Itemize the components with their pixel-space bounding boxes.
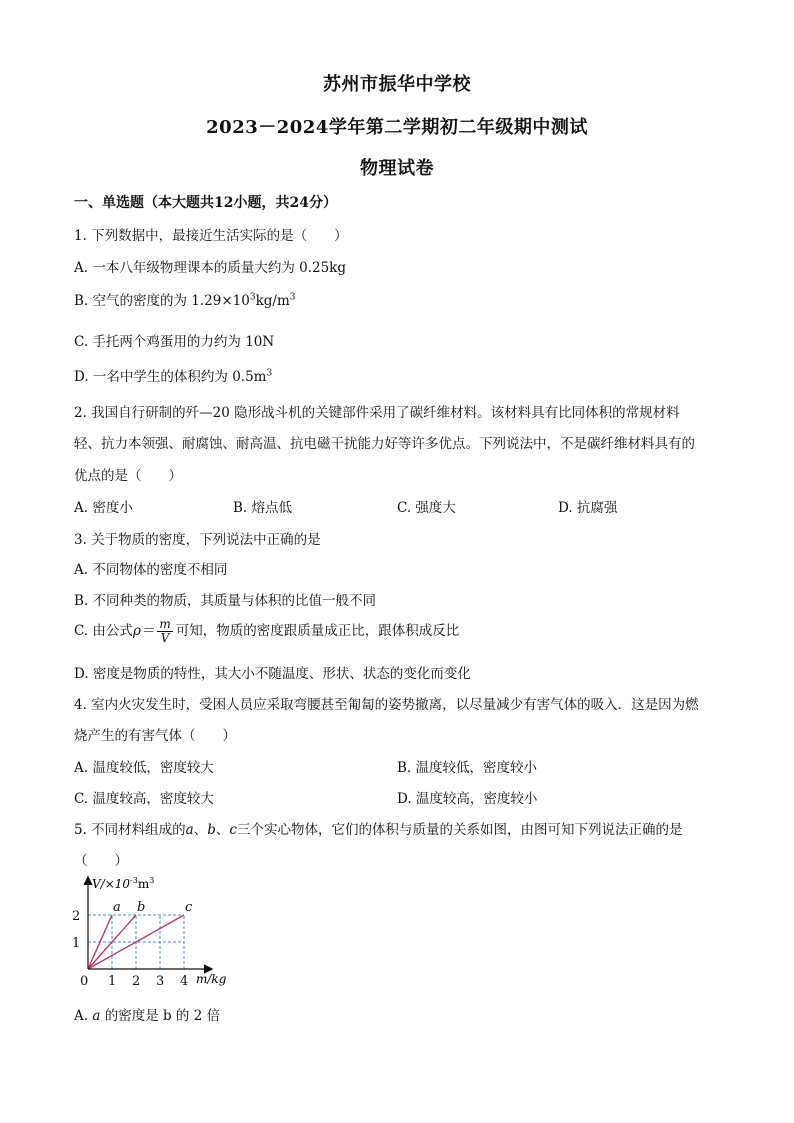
q1-option-b: [74, 289, 295, 309]
q4-option-a: A. 温度较低，密度较大: [74, 760, 214, 776]
q1-option-d-text: D. 一名中学生的体积约为 0.5m: [74, 369, 267, 385]
q2-line-3: 优点的是（ ）: [74, 468, 182, 484]
q1-option-b-unit: kg/m: [255, 293, 290, 309]
school-title: 苏州市振华中学校: [323, 74, 471, 95]
q1-option-d: [74, 365, 272, 385]
q5-line-1-pre: 5. 不同材料组成的: [74, 822, 186, 838]
q5-option-a-var: a: [92, 1008, 101, 1024]
x-tick-label-1: 1: [108, 974, 117, 989]
q4-line-1: 4. 室内火灾发生时，受困人员应采取弯腰甚至匍匐的姿势撤离，以尽量减少有害气体的吸入．这是因为燃: [74, 697, 699, 713]
y-tick-label-2: 2: [72, 909, 81, 924]
q3-formula-numerator: m: [159, 617, 171, 631]
q3-option-a: A. 不同物体的密度不相同: [74, 562, 228, 578]
x-tick-label-3: 3: [156, 974, 165, 989]
series-label-a: a: [113, 900, 121, 915]
q1-option-b-text: B. 空气的密度的为 1.29×10: [74, 293, 250, 309]
q5-var-a: a: [185, 822, 194, 838]
q2-option-b: B. 熔点低: [233, 500, 293, 516]
chart-x-axis-label: m/kg: [196, 972, 226, 986]
x-tick-label-2: 2: [132, 974, 141, 989]
q4-line-2: 烧产生的有害气体（ ）: [74, 728, 236, 744]
q3-stem: 3. 关于物质的密度，下列说法中正确的是: [74, 532, 321, 548]
q3-option-b: B. 不同种类的物质，其质量与体积的比值一般不同: [74, 593, 377, 609]
q5-line-1: [74, 818, 682, 838]
q1-option-b-unit-exp: 3: [289, 292, 296, 303]
y-tick-label-1: 1: [72, 936, 81, 951]
q5-option-a: [74, 1004, 220, 1024]
q5-line-1-post: 三个实心物体，它们的体积与质量的关系如图，由图可知下列说法正确的是: [236, 822, 683, 838]
q2-option-d: D. 抗腐强: [558, 500, 618, 516]
q2-line-2: 轻、抗力本领强、耐腐蚀、耐高温、抗电磁干扰能力好等许多优点。下列说法中，不是碳纤维材料具有的: [74, 436, 695, 452]
q3-option-c-post: 可知，物质的密度跟质量成正比，跟体积成反比: [175, 623, 460, 639]
chart-y-axis-label: $V/\times 10^{-3}m^3$: [92, 876, 155, 891]
q5-sep-1: 、: [193, 822, 208, 838]
q1-option-d-exp: 3: [266, 368, 273, 379]
q1-option-a: A. 一本八年级物理课本的质量大约为 0.25kg: [74, 260, 347, 276]
q3-option-c: [74, 618, 459, 645]
q4-option-d: D. 温度较高，密度较小: [397, 791, 538, 807]
q2-option-a: A. 密度小: [74, 500, 133, 516]
q5-sep-2: 、: [215, 822, 230, 838]
q5-option-a-pre: A.: [74, 1008, 93, 1024]
q5-var-c: c: [229, 822, 237, 838]
q4-option-c: C. 温度较高，密度较大: [74, 791, 214, 807]
q3-option-d: D. 密度是物质的特性，其大小不随温度、形状、状态的变化而变化: [74, 666, 471, 682]
q1-stem: 1. 下列数据中，最接近生活实际的是（ ）: [74, 228, 348, 244]
exam-title: 2023－2024学年第二学期初二年级期中测试: [206, 117, 588, 138]
q1-option-b-exp: 3: [249, 292, 256, 303]
q2-option-c: C. 强度大: [397, 500, 456, 516]
subject-title: 物理试卷: [360, 158, 434, 179]
chart-series-lines: [88, 900, 193, 969]
q2-line-1: 2. 我国自行研制的歼—20 隐形战斗机的关键部件采用了碳纤维材料。该材料具有比同体积的常规材料: [74, 405, 680, 421]
series-label-b: b: [137, 900, 146, 915]
q5-var-b: b: [207, 822, 216, 838]
x-tick-label-4: 4: [180, 974, 189, 989]
volume-mass-chart: [66, 872, 226, 997]
q1-option-c: C. 手托两个鸡蛋用的力约为 10N: [74, 334, 275, 350]
x-tick-label-0: 0: [80, 974, 89, 989]
section-heading: 一、单选题（本大题共12小题，共24分）: [74, 195, 337, 211]
q5-option-a-post: 的密度是 b 的 2 倍: [100, 1008, 221, 1024]
q3-formula-denominator: V: [160, 631, 170, 645]
q4-option-b: B. 温度较低，密度较小: [397, 760, 538, 776]
q5-line-2: （ ）: [74, 853, 128, 869]
q3-formula-rho: ρ＝: [132, 623, 155, 639]
q3-option-c-pre: C. 由公式: [74, 623, 133, 639]
series-label-c: c: [185, 900, 193, 915]
q3-formula-fraction: [157, 618, 172, 645]
